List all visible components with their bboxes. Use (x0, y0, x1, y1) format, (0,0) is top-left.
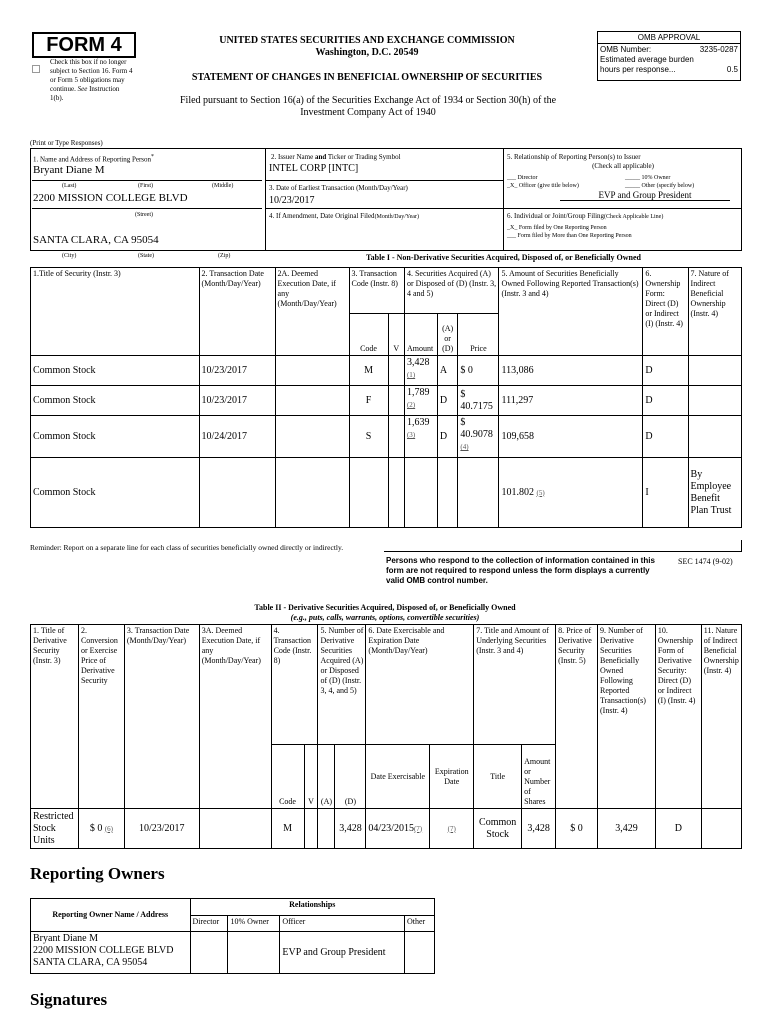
t1-cell-owned: 109,658 (499, 416, 643, 458)
t1-cell-form: I (643, 458, 688, 528)
t1-cell-price: $ 40.7175 (458, 386, 499, 416)
table-row (31, 809, 742, 849)
t2-cell-form: D (655, 809, 701, 849)
street-label: (Street) (135, 212, 153, 218)
t2-cell-conversion: $ 0 (6) (78, 809, 124, 849)
t1-h-nature: 7. Nature of Indirect Beneficial Ownership (Instr. 4) (688, 268, 741, 356)
ro-h-name: Reporting Owner Name / Address (31, 899, 191, 932)
t1-h-owned: 5. Amount of Securities Beneficially Owned Following Reported Transaction(s) (Instr. 3 and 4) (499, 268, 643, 356)
first-label: (First) (138, 183, 153, 189)
t1-h-form: 6. Ownership Form: Direct (D) or Indirect (I) (Instr. 4) (643, 268, 688, 356)
t1-cell-form: D (643, 356, 688, 386)
footnote-link[interactable]: (6) (104, 824, 113, 833)
city-state-zip: SANTA CLARA, CA 95054 (33, 234, 159, 246)
t1-sh-amount: Amount (404, 314, 437, 356)
t2-cell-date: 10/23/2017 (124, 809, 199, 849)
ro-h-officer: Officer (280, 916, 405, 932)
issuer-name: INTEL CORP [INTC] (269, 163, 359, 174)
t2-cell-owned: 3,429 (598, 809, 656, 849)
omb-hours-label: hours per response... (600, 65, 676, 74)
zip-label: (Zip) (218, 253, 231, 259)
t1-sh-price: Price (458, 314, 499, 356)
t1-cell-code: S (349, 416, 388, 458)
t1-cell-form: D (643, 416, 688, 458)
middle-label: (Middle) (212, 183, 234, 189)
t1-cell-form: D (643, 386, 688, 416)
t1-cell-price: $ 40.9078 (4) (458, 416, 499, 458)
t1-cell-title: Common Stock (31, 416, 200, 458)
t2-cell-exercisable: 04/23/2015(7) (366, 809, 430, 849)
t1-cell-aord: D (437, 386, 458, 416)
table2-title: Table II - Derivative Securities Acquired, Disposed of, or Beneficially Owned (254, 603, 516, 612)
t2-h-deemed: 3A. Deemed Execution Date, if any (Month/Day/Year) (199, 625, 271, 809)
box2-label: 2. Issuer Name and Ticker or Trading Symbol (271, 153, 401, 161)
t2-h-form: 10. Ownership Form of Derivative Security: Direct (D) or Indirect (I) (Instr. 4) (655, 625, 701, 809)
table1-title: Table I - Non-Derivative Securities Acquired, Disposed of, or Beneficially Owned (366, 253, 641, 262)
omb-number: 3235-0287 (699, 45, 738, 54)
footnote-link[interactable]: (1) (406, 371, 416, 379)
t1-sh-aord: (A) or (D) (437, 314, 458, 356)
t1-cell-amount: 1,789 (2) (404, 386, 437, 416)
persons-notice: Persons who respond to the collection of information contained in this form are not required to respond unless the form displays a currently valid OMB control number. (386, 556, 655, 585)
table-row (31, 458, 742, 528)
ro-h-other: Other (405, 916, 435, 932)
t2-h-exercisable: 6. Date Exercisable and Expiration Date (Month/Day/Year) (366, 625, 474, 745)
owner-option: _____ 10% Owner (625, 175, 671, 181)
earliest-transaction-date: 10/23/2017 (269, 195, 315, 206)
t2-cell-d: 3,428 (335, 809, 366, 849)
reporting-owners-table (30, 898, 435, 974)
t2-cell-code: M (271, 809, 304, 849)
t1-h-date: 2. Transaction Date (Month/Day/Year) (199, 268, 275, 356)
t2-h-number: 5. Number of Derivative Securities Acquired (A) or Disposed of (D) (Instr. 3, 4, and 5) (318, 625, 366, 745)
agency-location: Washington, D.C. 20549 (315, 47, 419, 58)
last-label: (Last) (62, 183, 77, 189)
t1-cell-amount: 1,639 (3) (404, 416, 437, 458)
box6-label: 6. Individual or Joint/Group Filing(Check Applicable Line) (507, 212, 664, 220)
table-row (31, 416, 742, 458)
t1-cell-title: Common Stock (31, 356, 200, 386)
t1-h-code: 3. Transaction Code (Instr. 8) (349, 268, 404, 314)
table1 (30, 267, 742, 528)
t1-cell-title: Common Stock (31, 458, 200, 528)
director-option: ___ Director (507, 175, 538, 181)
t1-cell-owned: 101.802 (5) (499, 458, 643, 528)
footnote-link[interactable]: (5) (536, 488, 545, 497)
reporting-owners-heading: Reporting Owners (30, 864, 165, 883)
ro-h-relationships: Relationships (190, 899, 434, 916)
t1-cell-date: 10/24/2017 (199, 416, 275, 458)
ro-h-owner: 10% Owner (228, 916, 280, 932)
t2-h-underlying: 7. Title and Amount of Underlying Securities (Instr. 3 and 4) (474, 625, 556, 745)
t1-cell-nature: By Employee Benefit Plan Trust (688, 458, 741, 528)
t2-sh-code: Code (271, 745, 304, 809)
t1-cell-date: 10/23/2017 (199, 356, 275, 386)
table2 (30, 624, 742, 849)
t2-h-date: 3. Transaction Date (Month/Day/Year) (124, 625, 199, 809)
ro-cell-name: Bryant Diane M 2200 MISSION COLLEGE BLVD SANTA CLARA, CA 95054 (31, 932, 191, 974)
table-row (31, 932, 435, 974)
table-row (31, 356, 742, 386)
box5-label: 5. Relationship of Reporting Person(s) to Issuer (507, 153, 641, 161)
t2-h-owned: 9. Number of Derivative Securities Beneficially Owned Following Reported Transaction(s) (Instr. 4) (598, 625, 656, 809)
state-label: (State) (138, 253, 154, 259)
signatures-heading: Signatures (30, 990, 108, 1009)
street-address: 2200 MISSION COLLEGE BLVD (33, 192, 188, 204)
t2-h-price: 8. Price of Derivative Security (Instr. 5) (556, 625, 598, 809)
print-note: (Print or Type Responses) (30, 139, 103, 147)
form-title: FORM 4 (46, 34, 122, 56)
table2-subtitle: (e.g., puts, calls, warrants, options, convertible securities) (290, 613, 480, 622)
no-longer-subject-checkbox[interactable] (32, 60, 40, 78)
t2-cell-underlying-amount: 3,428 (522, 809, 556, 849)
t1-h-deemed: 2A. Deemed Execution Date, if any (Month/Day/Year) (275, 268, 349, 356)
officer-title: EVP and Group President (560, 191, 730, 201)
box1-label: 1. Name and Address of Reporting Person* (33, 154, 154, 164)
agency-name: UNITED STATES SECURITIES AND EXCHANGE COMMISSION (219, 35, 515, 46)
t1-sh-code: Code (349, 314, 388, 356)
t2-h-title: 1. Title of Derivative Security (Instr. 3) (31, 625, 79, 809)
t2-cell-price: $ 0 (556, 809, 598, 849)
sec-code: SEC 1474 (9-02) (678, 557, 733, 566)
t2-sh-a: (A) (318, 745, 335, 809)
filed-pursuant: Filed pursuant to Section 16(a) of the Securities Exchange Act of 1934 or Section 30(h) of the Investment Company Act of 1940 (179, 95, 557, 118)
officer-option: _X_ Officer (give title below) (507, 183, 579, 189)
t1-cell-owned: 113,086 (499, 356, 643, 386)
filing-option-one: _X_ Form filed by One Reporting Person (507, 225, 607, 231)
statement-title: STATEMENT OF CHANGES IN BENEFICIAL OWNERSHIP OF SECURITIES (191, 72, 543, 83)
t2-sh-amount: Amount or Number of Shares (522, 745, 556, 809)
t1-sh-v: V (388, 314, 404, 356)
t2-h-nature: 11. Nature of Indirect Beneficial Ownership (Instr. 4) (701, 625, 741, 809)
footnote-link[interactable]: (7) (413, 824, 423, 833)
t2-cell-expiration (430, 809, 474, 849)
t1-h-title: 1.Title of Security (Instr. 3) (31, 268, 200, 356)
omb-title: OMB APPROVAL (598, 32, 740, 44)
t1-cell-code: M (349, 356, 388, 386)
t2-sh-expiration: Expiration Date (430, 745, 474, 809)
t1-cell-aord: D (437, 416, 458, 458)
t1-cell-aord: A (437, 356, 458, 386)
footnote-link[interactable]: (4) (460, 443, 469, 451)
t1-cell-date: 10/23/2017 (199, 386, 275, 416)
table-row (31, 386, 742, 416)
other-option: _____ Other (specify below) (625, 183, 695, 189)
box5-sub: (Check all applicable) (592, 162, 654, 170)
t2-sh-v: V (304, 745, 318, 809)
t1-cell-amount: 3,428 (1) (404, 356, 437, 386)
t2-h-conversion: 2. Conversion or Exercise Price of Derivative Security (78, 625, 124, 809)
city-label: (City) (62, 253, 77, 259)
t2-sh-d: (D) (335, 745, 366, 809)
t1-cell-code: F (349, 386, 388, 416)
checkbox-text: Check this box if no longer subject to Section 16. Form 4 or Form 5 obligations may continue. See Instruction 1(b). (50, 58, 133, 102)
footnote-link[interactable]: (2) (406, 401, 416, 409)
t2-cell-underlying-title: Common Stock (474, 809, 522, 849)
footnote-link[interactable]: (7) (447, 824, 456, 833)
t1-cell-owned: 111,297 (499, 386, 643, 416)
omb-number-label: OMB Number: (600, 45, 652, 54)
form-title-box (32, 32, 136, 58)
reporting-person-name: Bryant Diane M (33, 164, 105, 176)
t2-sh-title: Title (474, 745, 522, 809)
omb-approval-box (597, 31, 741, 81)
t1-cell-title: Common Stock (31, 386, 200, 416)
footnote-link[interactable]: (3) (406, 431, 416, 439)
ro-h-director: Director (190, 916, 228, 932)
box4-label: 4. If Amendment, Date Original Filed(Month/Day/Year) (269, 212, 419, 220)
reminder-text: Reminder: Report on a separate line for each class of securities beneficially owned directly or indirectly. (30, 543, 344, 552)
t2-sh-exercisable: Date Exercisable (366, 745, 430, 809)
ro-cell-officer: EVP and Group President (280, 932, 405, 974)
filing-option-more: ___ Form filed by More than One Reporting Person (507, 233, 632, 239)
t1-cell-price: $ 0 (458, 356, 499, 386)
omb-hours: 0.5 (726, 65, 738, 74)
t2-h-code: 4. Transaction Code (Instr. 8) (271, 625, 318, 745)
t1-h-acquired: 4. Securities Acquired (A) or Disposed of (D) (Instr. 3, 4 and 5) (404, 268, 499, 314)
box3-label: 3. Date of Earliest Transaction (Month/Day/Year) (269, 184, 408, 192)
omb-burden-label: Estimated average burden (600, 55, 694, 64)
t2-cell-title: Restricted Stock Units (31, 809, 79, 849)
